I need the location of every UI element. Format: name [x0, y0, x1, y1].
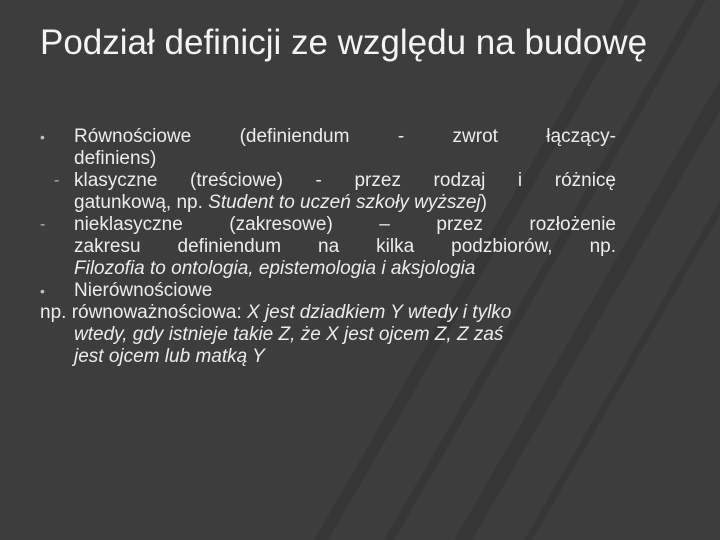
item-text: nieklasyczne (zakresowe) – przez rozłożenie [74, 214, 616, 235]
item-text-italic: Filozofia to ontologia, epistemologia i aksjologia [74, 258, 476, 279]
slide-title: Podział definicji ze względu na budowę [40, 23, 648, 62]
dash-item-klasyczne [34, 170, 616, 214]
item-text-plain: ) [480, 192, 487, 213]
bullet-icon: • [40, 283, 45, 299]
example-item [40, 302, 616, 368]
item-text: klasyczne (treściowe) - przez rodzaj i różnicę [74, 170, 616, 191]
item-text-plain: gatunkową, np. [74, 192, 209, 213]
item-text-italic: wtedy, gdy istnieje takie Z, że X jest ojcem Z, Z zaś [74, 324, 504, 345]
item-text-italic: X jest dziadkiem Y wtedy i tylko [247, 302, 512, 323]
dash-item-nieklasyczne [40, 214, 616, 280]
item-text: definiens) [74, 148, 157, 169]
item-text-plain: np. równoważnościowa: [40, 302, 247, 323]
dash-marker: - [40, 216, 46, 233]
item-text-italic: Student to uczeń szkoły wyższej [208, 192, 481, 213]
slide-body [40, 126, 616, 368]
bullet-icon: • [40, 129, 45, 145]
bullet-item-rownosciowe [40, 126, 616, 170]
item-text-italic: jest ojcem lub matką Y [74, 346, 265, 367]
item-text [74, 192, 616, 214]
item-text: Nierównościowe [74, 280, 213, 301]
dash-marker: - [54, 172, 60, 189]
item-text: zakresu definiendum na kilka podzbiorów, np. [74, 236, 616, 257]
bullet-item-nierownosciowe [40, 280, 616, 302]
item-text [40, 302, 616, 324]
item-text: Równościowe (definiendum - zwrot łączący- [74, 126, 616, 147]
